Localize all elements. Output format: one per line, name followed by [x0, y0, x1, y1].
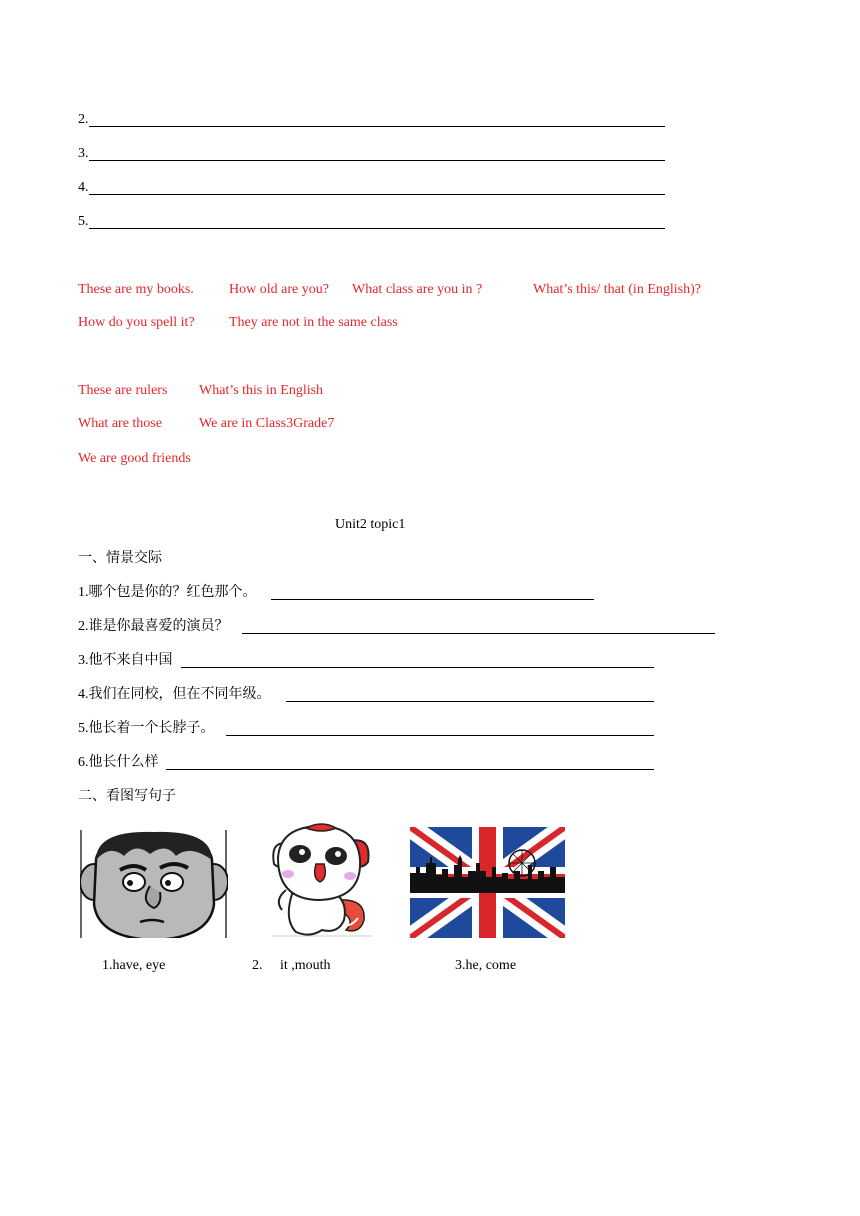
answer-text: These are rulers	[78, 383, 168, 398]
uk-flag-skyline-picture	[410, 827, 565, 938]
question-text: 3.他不来自中国	[78, 653, 173, 668]
section-heading: 二、看图写句子	[78, 789, 176, 804]
answer-underline	[242, 633, 715, 634]
answer-text: How old are you?	[229, 282, 329, 297]
answer-text: They are not in the same class	[229, 315, 398, 330]
uk-flag-icon	[410, 827, 565, 938]
unit-title: Unit2 topic1	[335, 517, 406, 532]
line-number: 2.	[78, 112, 89, 127]
answer-underline	[286, 701, 654, 702]
picture-caption: it ,mouth	[280, 958, 331, 973]
answer-text: How do you spell it?	[78, 315, 195, 330]
answer-text: What are those	[78, 416, 162, 431]
picture-caption: 3.he, come	[455, 958, 517, 973]
picture-caption: 1.have, eye	[102, 958, 166, 973]
question-text: 6.他长什么样	[78, 755, 159, 770]
mouse-icon	[266, 820, 374, 938]
answer-text: We are in Class3Grade7	[199, 416, 335, 431]
face-icon	[80, 830, 228, 938]
question-text: 5.他长着一个长脖子。	[78, 721, 215, 736]
answer-underline	[89, 228, 665, 229]
picture-caption-number: 2.	[252, 958, 263, 973]
section-heading: 一、情景交际	[78, 551, 162, 566]
answer-underline	[89, 194, 665, 195]
line-number: 4.	[78, 180, 89, 195]
answer-text: We are good friends	[78, 451, 191, 466]
answer-underline	[271, 599, 594, 600]
answer-text: These are my books.	[78, 282, 194, 297]
answer-underline	[166, 769, 654, 770]
answer-underline	[226, 735, 654, 736]
answer-text: What’s this/ that (in English)?	[533, 282, 701, 297]
cartoon-face-picture	[80, 830, 228, 938]
answer-underline	[89, 126, 665, 127]
line-number: 5.	[78, 214, 89, 229]
answer-underline	[181, 667, 654, 668]
answer-underline	[89, 160, 665, 161]
question-text: 1.哪个包是你的？红色那个。	[78, 585, 257, 600]
question-text: 4.我们在同校，但在不同年级。	[78, 687, 271, 702]
question-text: 2.谁是你最喜爱的演员？	[78, 619, 229, 634]
answer-text: What class are you in ?	[352, 282, 483, 297]
line-number: 3.	[78, 146, 89, 161]
cartoon-mouse-picture	[266, 820, 374, 938]
answer-text: What’s this in English	[199, 383, 324, 398]
